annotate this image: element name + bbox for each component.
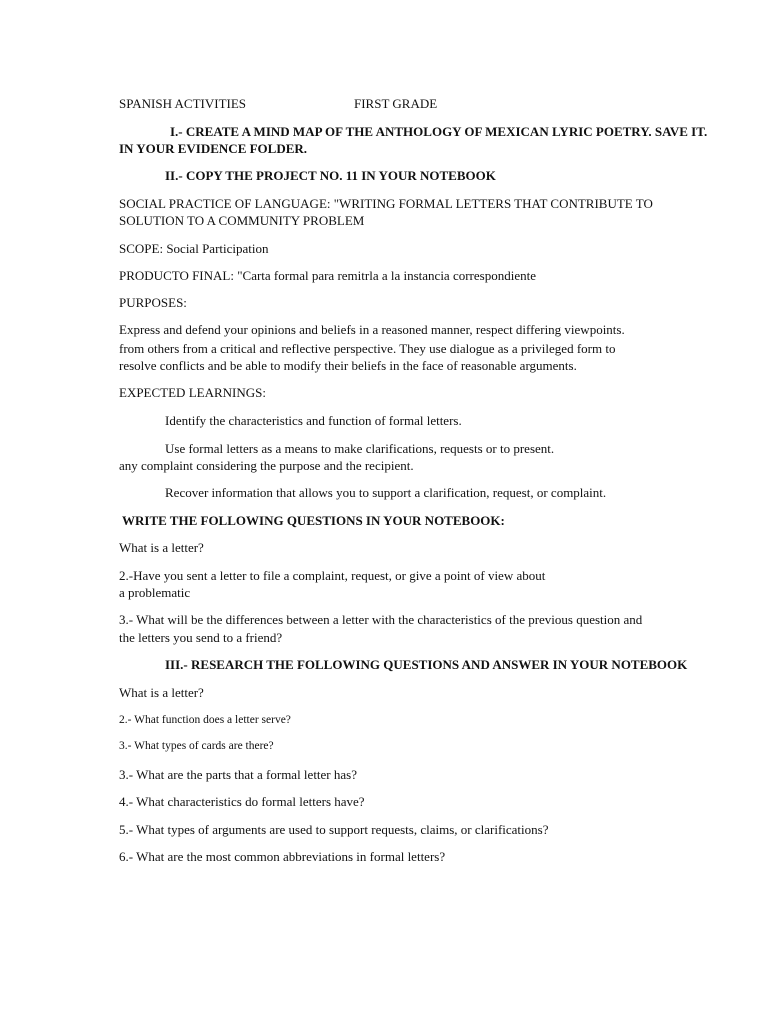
section3-title: III.- RESEARCH THE FOLLOWING QUESTIONS AND ANSWER IN YOUR NOTEBOOK: [165, 657, 688, 672]
write-question-2-cont: a problematic: [119, 585, 191, 600]
learning-item-2-cont: any complaint considering the purpose and the recipient.: [119, 458, 414, 473]
section1-line1: I.- CREATE A MIND MAP OF THE ANTHOLOGY OF MEXICAN LYRIC POETRY. SAVE IT.: [170, 124, 708, 139]
research-question-1: What is a letter?: [119, 685, 204, 700]
social-practice-line1: SOCIAL PRACTICE OF LANGUAGE: "WRITING FORMAL LETTERS THAT CONTRIBUTE TO: [119, 196, 653, 211]
write-question-3: 3.- What will be the differences between a letter with the characteristics of the previous question and: [119, 612, 643, 627]
scope-line: SCOPE: Social Participation: [119, 241, 269, 256]
header-subject: SPANISH ACTIVITIES: [119, 96, 247, 111]
research-question-4: 3.- What are the parts that a formal letter has?: [119, 767, 357, 782]
header-grade: FIRST GRADE: [354, 96, 438, 111]
research-question-2: 2.- What function does a letter serve?: [119, 714, 291, 726]
section2-title: II.- COPY THE PROJECT NO. 11 IN YOUR NOTEBOOK: [165, 168, 496, 183]
write-question-1: What is a letter?: [119, 540, 204, 555]
write-question-3-cont: the letters you send to a friend?: [119, 630, 283, 645]
purposes-label: PURPOSES:: [119, 295, 187, 310]
research-question-5: 4.- What characteristics do formal letters have?: [119, 794, 365, 809]
purposes-text-line3: resolve conflicts and be able to modify their beliefs in the face of reasonable arguments.: [119, 358, 577, 373]
research-question-7: 6.- What are the most common abbreviations in formal letters?: [119, 849, 446, 864]
write-section-title: WRITE THE FOLLOWING QUESTIONS IN YOUR NOTEBOOK:: [122, 513, 505, 528]
learning-item-1: Identify the characteristics and function of formal letters.: [165, 413, 462, 428]
learnings-label: EXPECTED LEARNINGS:: [119, 385, 266, 400]
social-practice-line2: SOLUTION TO A COMMUNITY PROBLEM: [119, 213, 365, 228]
research-question-6: 5.- What types of arguments are used to support requests, claims, or clarifications?: [119, 822, 549, 837]
research-question-3: 3.- What types of cards are there?: [119, 740, 274, 752]
learning-item-3: Recover information that allows you to support a clarification, request, or complaint.: [165, 485, 607, 500]
purposes-text-line2: from others from a critical and reflective perspective. They use dialogue as a privileged form to: [119, 341, 616, 356]
purposes-text-line1: Express and defend your opinions and beliefs in a reasoned manner, respect differing viewpoints.: [119, 322, 625, 337]
product-line: PRODUCTO FINAL: "Carta formal para remitrla a la instancia correspondiente: [119, 268, 536, 283]
write-question-2: 2.-Have you sent a letter to file a complaint, request, or give a point of view about: [119, 568, 546, 583]
section1-line2: IN YOUR EVIDENCE FOLDER.: [119, 141, 308, 156]
learning-item-2: Use formal letters as a means to make clarifications, requests or to present.: [165, 441, 555, 456]
